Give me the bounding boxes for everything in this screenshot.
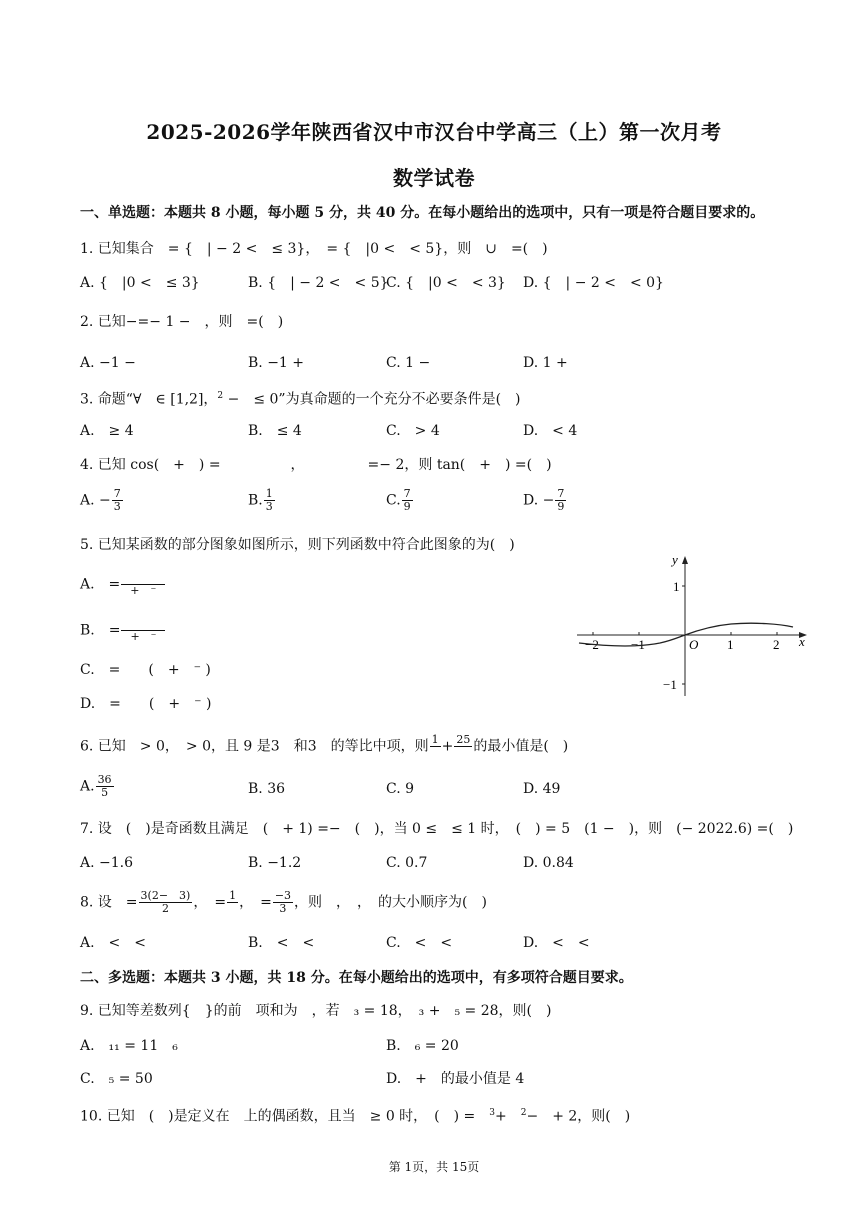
q2-option-d: D. 1 + xyxy=(523,355,568,371)
q7-option-a: A. −1.6 xyxy=(80,855,134,871)
question-8-stem: 8. 设 = $\frac{3(2- 3)}{2}$ ， = 1 ， = $\frac{-3}{3}$ ，则 ， ， 的大小顺序为( ) xyxy=(80,889,487,915)
origin-label: O xyxy=(689,637,699,652)
y-tick-label: 1 xyxy=(673,579,680,594)
fraction: + ⁻ xyxy=(121,572,165,597)
q3-option-c: C. > 4 xyxy=(386,423,440,439)
q1-option-c: C. { |0 < < 3} xyxy=(386,275,506,291)
fraction: $\frac{36}{5}$ xyxy=(97,773,112,799)
q2-option-a: A. −1 − xyxy=(80,355,136,371)
x-tick-label: 2 xyxy=(773,637,780,652)
function-graph xyxy=(575,548,815,700)
q8-option-c: C. < < xyxy=(386,935,453,951)
question-1-stem: 1. 已知集合 = { | − 2 < ≤ 3}， = { |0 < < 5}，则 ∪ =( ) xyxy=(80,241,548,257)
q6-option-d: D. 49 xyxy=(523,781,561,797)
q9-option-b: B. ₆ = 20 xyxy=(386,1038,459,1054)
q4-option-b: B. $\frac{1}{3}$ xyxy=(248,487,273,513)
q3-option-b: B. ≤ 4 xyxy=(248,423,302,439)
question-7-stem: 7. 设 ( )是奇函数且满足 ( + 1) =− ( )，当 0 ≤ ≤ 1 时， ( ) = 5 (1 − )，则 (− 2022.6) =( ) xyxy=(80,821,794,837)
fraction: $\frac{7}{9}$ xyxy=(403,487,411,513)
fraction: $\frac{3(2- 3)}{2}$ xyxy=(140,889,191,915)
q1-option-a: A. { |0 < ≤ 3} xyxy=(80,275,200,291)
q1-option-d: D. { | − 2 < < 0} xyxy=(523,275,664,291)
q8-option-b: B. < < xyxy=(248,935,315,951)
question-10-stem: 10. 已知 ( )是定义在 上的偶函数，且当 ≥ 0 时， ( ) = $^3$+ $^2$− + 2，则( ) xyxy=(80,1108,631,1125)
question-9-stem: 9. 已知等差数列{ }的前 项和为 ，若 ₃ = 18， ₃ + ₅ = 28，则( ) xyxy=(80,1003,552,1019)
q6-option-a: A. $\frac{36}{5}$ xyxy=(80,773,112,799)
y-tick-label: −1 xyxy=(663,677,677,692)
q9-option-a: A. ₁₁ = 11 ₆ xyxy=(80,1038,178,1054)
q2-option-c: C. 1 − xyxy=(386,355,431,371)
x-tick-label: −1 xyxy=(631,637,645,652)
fraction: + ⁻ xyxy=(121,618,165,643)
question-5-stem: 5. 已知某函数的部分图象如图所示，则下列函数中符合此图象的为( ) xyxy=(80,537,515,553)
q3-option-d: D. < 4 xyxy=(523,423,578,439)
q8-option-d: D. < < xyxy=(523,935,590,951)
q8-option-a: A. < < xyxy=(80,935,147,951)
fraction: $\frac{7}{9}$ xyxy=(557,487,565,513)
q1-option-b: B. { | − 2 < < 5} xyxy=(248,275,389,291)
q7-option-c: C. 0.7 xyxy=(386,855,428,871)
q6-option-b: B. 36 xyxy=(248,781,286,797)
q6-option-c: C. 9 xyxy=(386,781,415,797)
x-axis-label: x xyxy=(799,634,805,649)
q2-option-b: B. −1 + xyxy=(248,355,305,371)
q3-option-a: A. ≥ 4 xyxy=(80,423,134,439)
question-6-stem: 6. 已知 > 0， > 0，且 9 是3 和3 的等比中项，则 1 + 25 的最小值是( ) xyxy=(80,734,568,759)
fraction: 1 xyxy=(431,733,439,746)
q7-option-b: B. −1.2 xyxy=(248,855,302,871)
q4-option-d: D. − $\frac{7}{9}$ xyxy=(523,487,565,513)
fraction: 25 xyxy=(456,733,471,746)
fraction: 1 xyxy=(229,889,237,902)
question-4-stem: 4. 已知 cos( + ) = ， =− 2，则 tan( + ) =( ) xyxy=(80,457,552,473)
fraction: $\frac{-3}{3}$ xyxy=(274,889,292,915)
question-2-stem: 2. 已知−=− 1 − ，则 =( ) xyxy=(80,314,284,330)
q4-option-c: C. $\frac{7}{9}$ xyxy=(386,487,411,513)
q7-option-d: D. 0.84 xyxy=(523,855,574,871)
q5-option-b: B. = + ⁻ xyxy=(80,618,166,643)
x-tick-label: 1 xyxy=(727,637,734,652)
section-heading-multi-choice: 二、多选题：本题共 3 小题，共 18 分。在每小题给出的选项中，有多项符合题目要求。 xyxy=(80,970,633,986)
q5-option-a: A. = + ⁻ xyxy=(80,572,166,597)
x-tick-label: −2 xyxy=(585,637,599,652)
y-axis-label: y xyxy=(672,552,678,567)
q4-option-a: A. − $\frac{7}{3}$ xyxy=(80,487,121,513)
q5-option-c: C. = ( + ⁻ ) xyxy=(80,662,211,678)
page-footer: 第 1页，共 15页 xyxy=(388,1160,480,1174)
fraction: $\frac{7}{3}$ xyxy=(113,487,121,513)
page-title: 2025-2026学年陕西省汉中市汉台中学高三（上）第一次月考 xyxy=(146,120,722,144)
fraction: $\frac{1}{3}$ xyxy=(265,487,273,513)
q5-option-d: D. = ( + ⁻ ) xyxy=(80,696,212,712)
q9-option-d: D. + 的最小值是 4 xyxy=(386,1071,525,1087)
y-axis-arrow-icon xyxy=(682,556,688,564)
page-subtitle: 数学试卷 xyxy=(393,166,475,190)
q9-option-c: C. ₅ = 50 xyxy=(80,1071,153,1087)
question-3-stem: 3. 命题“∀ ∈ [1,2]，$^2$ − ≤ 0”为真命题的一个充分不必要条件是( ) xyxy=(80,391,521,408)
section-heading-single-choice: 一、单选题：本题共 8 小题，每小题 5 分，共 40 分。在每小题给出的选项中，只有一项是符合题目要求的。 xyxy=(80,205,765,221)
